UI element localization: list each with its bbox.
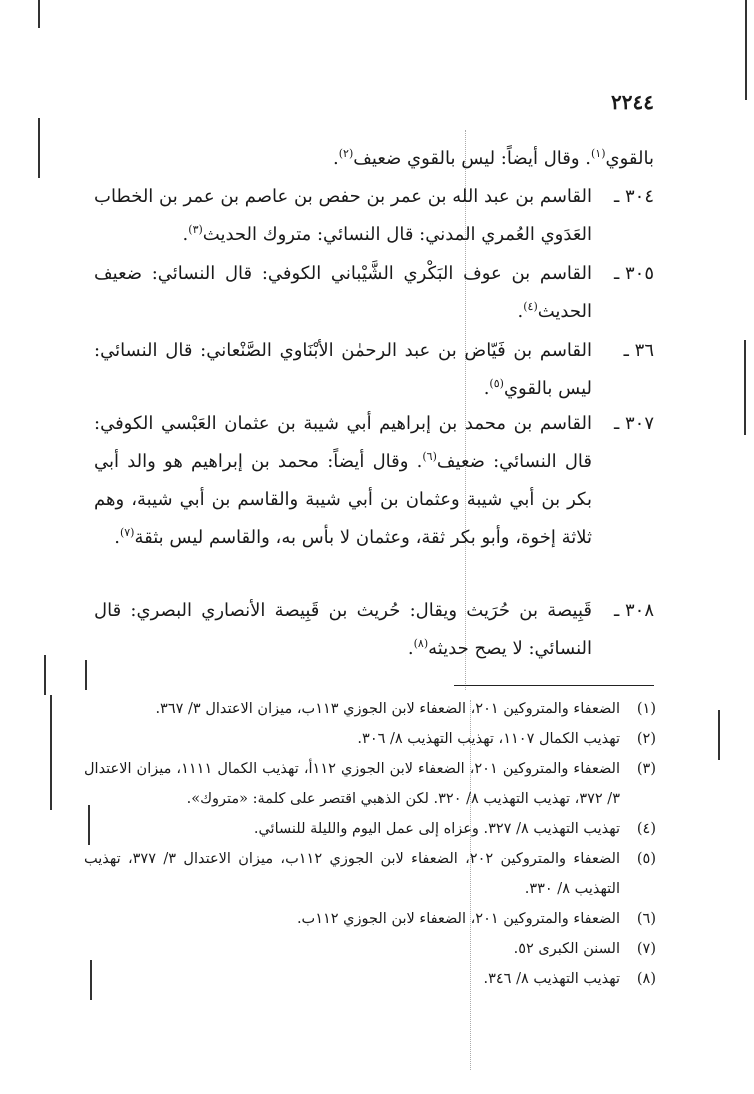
entry-text: . [517, 301, 524, 322]
footnote-item [84, 724, 656, 754]
footnote-ref[interactable]: (٨) [413, 637, 429, 650]
entry-305 [94, 255, 654, 331]
footnote-item [84, 964, 656, 994]
entry-text: القاسم بن عوف البَكْري الشَّيْباني الكوفي: قال النسائي: ضعيف الحديث [94, 263, 592, 322]
entry-continuation [94, 140, 654, 178]
footnote-number: (٧) [636, 941, 656, 957]
page-number: ٢٢٤٤ [611, 90, 654, 114]
footnote-number: (٢) [636, 731, 656, 747]
footnote-text: الضعفاء والمتروكين ٢٠١، الضعفاء لابن الجوزي ١١٢ب. [296, 911, 620, 927]
footnote-item [84, 814, 656, 844]
footnote-ref[interactable]: (٣) [188, 223, 203, 236]
entry-text: قَبِيصة بن حُرَيث ويقال: حُريث بن قَبِيصة الأنصاري البصري: قال النسائي: لا يصح حديثه [94, 600, 592, 659]
entry-304 [94, 178, 654, 254]
footnote-number: (٦) [636, 911, 656, 927]
entry-text: . [114, 527, 120, 548]
footnote-ref[interactable]: (٥) [489, 377, 504, 390]
entry-308 [94, 592, 654, 668]
entry-text: القاسم بن فَيّاض بن عبد الرحمٰن الأبْنَاوي الصَّنْعاني: قال النسائي: ليس بالقوي [94, 340, 592, 399]
footnote-item [84, 934, 656, 964]
footnote-text: السنن الكبرى ٥٢. [513, 941, 620, 957]
footnote-text: تهذيب التهذيب ٨/ ٣٢٧. وعزاه إلى عمل اليوم والليلة للنسائي. [253, 821, 620, 837]
footnote-text: تهذيب التهذيب ٨/ ٣٤٦. [483, 971, 620, 987]
footnote-ref[interactable]: (٤) [523, 300, 538, 313]
entry-number: ٣٦ ـ [623, 340, 654, 361]
footnotes [84, 694, 656, 994]
scan-mark [50, 695, 52, 810]
scan-mark [38, 0, 40, 28]
scan-mark [44, 655, 46, 695]
scan-mark [718, 710, 720, 760]
scan-mark [744, 340, 746, 435]
entry-text: . [333, 148, 339, 169]
footnote-text: الضعفاء والمتروكين ٢٠٢، الضعفاء لابن الجوزي ١١٢ب، ميزان الاعتدال ٣/ ٣٧٧، تهذيب التهذيب ٨/ ٣٣٠. [84, 851, 620, 897]
entry-number: ٣٠٨ ـ [613, 600, 654, 621]
entry-text: . [407, 638, 414, 659]
footnote-item [84, 904, 656, 934]
footnote-item [84, 844, 656, 904]
footnote-number: (٥) [636, 851, 656, 867]
entry-text: بالقوي [605, 148, 654, 169]
footnote-divider [454, 685, 654, 686]
entry-306 [94, 332, 654, 408]
scan-mark [745, 0, 747, 100]
entry-text: . [483, 378, 490, 399]
entry-text: . وقال أيضاً: محمد بن إبراهيم هو والد أبي بكر بن أبي شيبة وعثمان بن أبي شيبة والقاسم بن أبي شيبة، وهم ثلاثة إخوة، وأبو بكر ثقة، وعثمان لا بأس به، والقاسم ليس بثقة [94, 451, 592, 548]
footnote-number: (٣) [636, 761, 656, 777]
entry-body [94, 592, 592, 668]
footnote-item [84, 694, 656, 724]
entry-body [94, 255, 592, 331]
footnote-text: تهذيب الكمال ١١٠٧، تهذيب التهذيب ٨/ ٣٠٦. [357, 731, 620, 747]
scan-mark [38, 118, 40, 178]
footnote-text: الضعفاء والمتروكين ٢٠١، الضعفاء لابن الجوزي ١١٢أ، تهذيب الكمال ١١١١، ميزان الاعتدال ٣/ ٣٧٢، تهذيب التهذيب ٨/ ٣٢٠. لكن الذهبي اقتصر على كلمة: «متروك». [84, 761, 620, 807]
entry-text: . [182, 224, 189, 245]
entry-number: ٣٠٥ ـ [613, 263, 654, 284]
entry-text: القاسم بن محمد بن إبراهيم أبي شيبة بن عثمان العَبْسي الكوفي: قال النسائي: ضعيف [94, 413, 592, 472]
footnote-ref[interactable]: (٢) [338, 147, 354, 160]
footnote-number: (٤) [636, 821, 656, 837]
footnote-ref[interactable]: (١) [591, 147, 606, 160]
footnote-number: (٨) [636, 971, 656, 987]
footnote-item [84, 754, 656, 814]
scan-mark [85, 660, 87, 690]
entry-body [94, 178, 592, 254]
entry-body [94, 405, 592, 557]
entry-body [94, 140, 654, 178]
entry-number: ٣٠٤ ـ [613, 186, 654, 207]
entry-text: القاسم بن عبد الله بن عمر بن حفص بن عاصم بن عمر بن الخطاب العَدَوي العُمري المدني: قال النسائي: متروك الحديث [94, 186, 592, 245]
entry-307 [94, 405, 654, 557]
footnote-text: الضعفاء والمتروكين ٢٠١، الضعفاء لابن الجوزي ١١٣ب، ميزان الاعتدال ٣/ ٣٦٧. [155, 701, 620, 717]
entry-number: ٣٠٧ ـ [613, 413, 654, 434]
footnote-number: (١) [636, 701, 656, 717]
entry-body [94, 332, 592, 408]
entry-text: . وقال أيضاً: ليس بالقوي ضعيف [353, 148, 591, 169]
footnote-ref[interactable]: (٦) [422, 450, 437, 463]
footnote-ref[interactable]: (٧) [119, 526, 135, 539]
